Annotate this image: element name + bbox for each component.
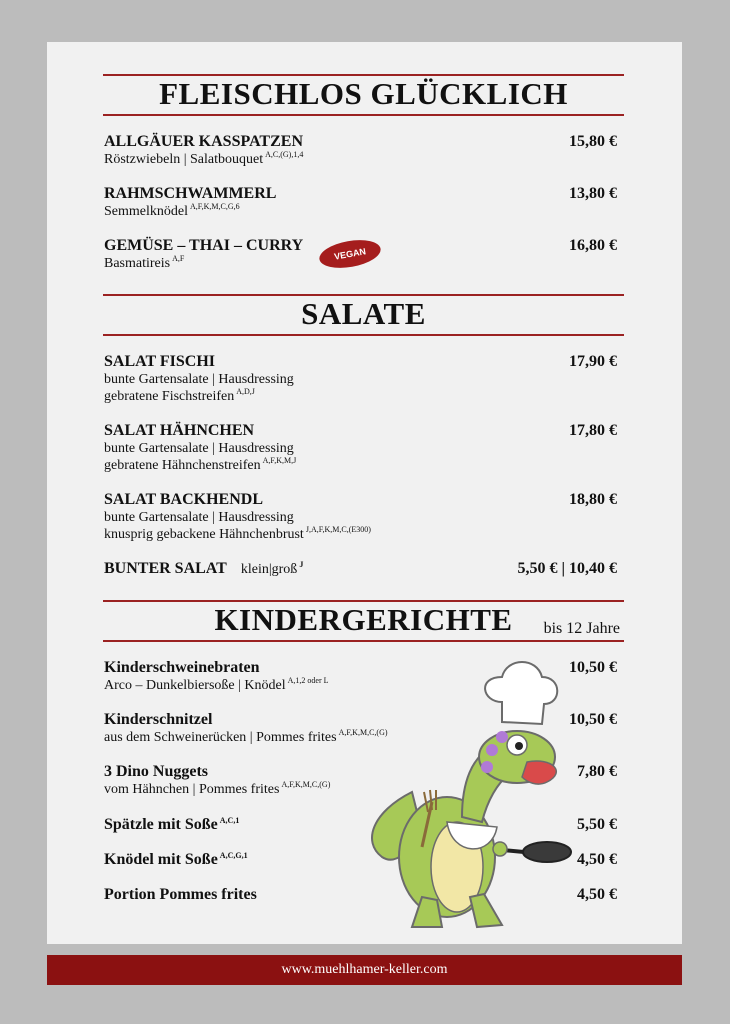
allergens: A,F,K,M,C,(G): [338, 728, 388, 737]
allergens: A,C,G,1: [219, 851, 248, 860]
menu-item: [104, 133, 617, 168]
item-name: GEMÜSE – THAI – CURRY: [104, 237, 304, 254]
footer-bar: [47, 955, 682, 985]
item-price: 18,80 €: [569, 491, 617, 508]
item-name: BUNTER SALAT klein|groß $^J$: [104, 560, 304, 577]
vegan-badge: VEGAN: [317, 236, 383, 272]
item-desc: Röstzwiebeln | Salatbouquet $^{A,C,(G),1,4}$: [104, 150, 304, 167]
section-title: FLEISCHLOS GLÜCKLICH: [159, 76, 568, 111]
menu-item: [104, 491, 617, 543]
allergens: A,F,K,M,C,(G): [281, 780, 331, 789]
menu-item: [104, 422, 617, 474]
menu-item: [104, 851, 617, 869]
item-name: Kinderschnitzel: [104, 711, 213, 728]
item-desc: Basmatireis $^{A,F}$: [104, 254, 185, 271]
menu-item: [104, 560, 617, 579]
section-header-kinder: [103, 600, 624, 642]
item-name: Spätzle mit Soße $^{A,C,1}$: [104, 816, 240, 833]
item-price: 13,80 €: [569, 185, 617, 202]
section-header-fleischlos: [103, 74, 624, 116]
item-name: SALAT HÄHNCHEN: [104, 422, 255, 439]
allergens: A,F,K,M,J: [262, 456, 297, 465]
item-desc: Arco – Dunkelbiersoße | Knödel $^{A,1,2 oder L}$: [104, 676, 329, 693]
menu-page: [47, 42, 682, 944]
website-link[interactable]: www.muehlhamer-keller.com: [281, 962, 448, 977]
item-price: 16,80 €: [569, 237, 617, 254]
menu-item: [104, 185, 617, 220]
item-price: 15,80 €: [569, 133, 617, 150]
menu-item: [104, 659, 617, 694]
item-desc: vom Hähnchen | Pommes frites $^{A,F,K,M,C,(G)}$: [104, 780, 331, 797]
section-header-salate: [103, 294, 624, 336]
item-desc-line-1: bunte Gartensalate | Hausdressing: [104, 510, 294, 525]
allergens: A,F: [172, 254, 185, 263]
menu-item: [104, 711, 617, 746]
item-price: 5,50 € | 10,40 €: [517, 560, 617, 577]
item-price: 17,80 €: [569, 422, 617, 439]
item-name: SALAT FISCHI: [104, 353, 215, 370]
menu-item: [104, 763, 617, 798]
allergens: A,C,1: [219, 816, 240, 825]
item-name: SALAT BACKHENDL: [104, 491, 263, 508]
section-title: KINDERGERICHTE: [214, 602, 513, 637]
item-name: Knödel mit Soße $^{A,C,G,1}$: [104, 851, 248, 868]
item-name: RAHMSCHWAMMERL: [104, 185, 277, 202]
item-name: Portion Pommes frites: [104, 886, 257, 903]
item-price: 4,50 €: [577, 851, 617, 868]
item-desc-line-2: knusprig gebackene Hähnchenbrust $^{J,A,F,K,M,C,(E300)}$: [104, 525, 371, 542]
menu-item: [104, 353, 617, 405]
item-desc: aus dem Schweinerücken | Pommes frites $^{A,F,K,M,C,(G)}$: [104, 728, 388, 745]
item-price: 17,90 €: [569, 353, 617, 370]
item-price: 5,50 €: [577, 816, 617, 833]
menu-item: [104, 886, 617, 904]
allergens: J: [299, 560, 304, 569]
allergens: A,1,2 oder L: [287, 676, 329, 685]
item-desc-line-2: gebratene Hähnchenstreifen $^{A,F,K,M,J}$: [104, 456, 297, 473]
item-desc-line-1: bunte Gartensalate | Hausdressing: [104, 372, 294, 387]
item-desc: Semmelknödel $^{A,F,K,M,C,G,6}$: [104, 202, 240, 219]
item-price: 10,50 €: [569, 711, 617, 728]
item-name: 3 Dino Nuggets: [104, 763, 209, 780]
item-desc-line-1: bunte Gartensalate | Hausdressing: [104, 441, 294, 456]
item-name: Kinderschweinebraten: [104, 659, 260, 676]
item-desc-line-2: gebratene Fischstreifen $^{A,D,J}$: [104, 387, 255, 404]
allergens: A,D,J: [236, 387, 255, 396]
allergens: A,F,K,M,C,G,6: [190, 202, 240, 211]
item-price: 7,80 €: [577, 763, 617, 780]
item-price: 10,50 €: [569, 659, 617, 676]
allergens: J,A,F,K,M,C,(E300): [305, 525, 371, 534]
allergens: A,C,(G),1,4: [265, 150, 304, 159]
item-name: ALLGÄUER KASSPATZEN: [104, 133, 303, 150]
section-subtitle: bis 12 Jahre: [543, 620, 620, 637]
item-price: 4,50 €: [577, 886, 617, 903]
menu-item: [104, 816, 617, 834]
section-title: SALATE: [301, 296, 426, 331]
size-note: klein|groß: [240, 562, 298, 577]
